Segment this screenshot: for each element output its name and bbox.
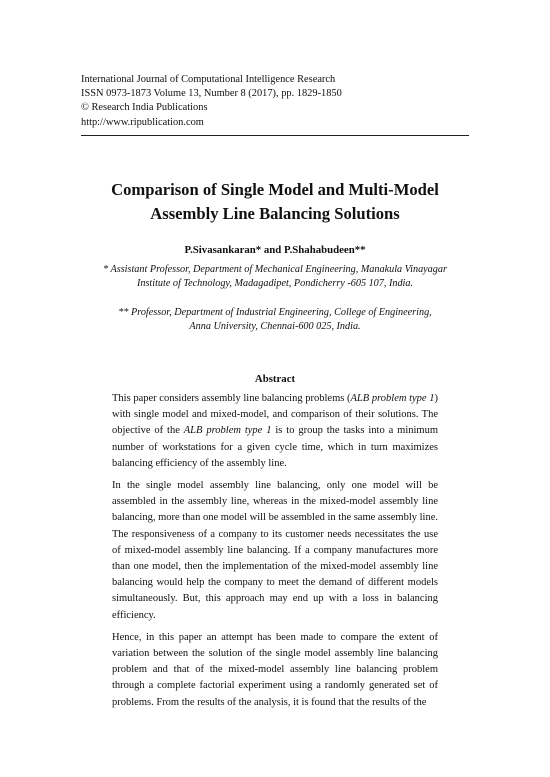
journal-url[interactable]: http://www.ripublication.com	[81, 116, 204, 128]
abstract-p1-text-c: is to group the tasks into a minimum number of workstations for a given cycle time, which in turn maximizes balancing efficiency of the assembly line.	[112, 425, 439, 469]
paper-title	[70, 178, 480, 226]
journal-header	[81, 73, 471, 130]
journal-publisher: © Research India Publications	[81, 102, 208, 114]
journal-issn: ISSN 0973-1873 Volume 13, Number 8 (2017), pp. 1829-1850	[81, 88, 342, 100]
title-line-1: Comparison of Single Model and Multi-Model	[111, 180, 439, 199]
affiliation-1-line-1: * Assistant Professor, Department of Mechanical Engineering, Manakula Vinayagar	[103, 264, 447, 275]
header-rule	[81, 135, 469, 136]
abstract-p1-emphasis-2: ALB problem type 1	[183, 425, 272, 437]
abstract-body	[112, 391, 438, 717]
abstract-p1-text-a: This paper considers assembly line balancing problems (	[112, 393, 351, 404]
abstract-paragraph-3: Hence, in this paper an attempt has been made to compare the extent of variation between the solution of the single model assembly line balancing problem and that of the mixed-model assembly line balancing problem through a complete factorial experiment using a randomly generated set of problems. From the results of the analysis, it is found that the results of the	[112, 631, 438, 708]
journal-name: International Journal of Computational Intelligence Research	[81, 74, 336, 85]
affiliation-2-line-1: ** Professor, Department of Industrial Engineering, College of Engineering,	[118, 307, 432, 318]
title-line-2: Assembly Line Balancing Solutions	[150, 204, 400, 223]
affiliation-2	[60, 306, 490, 333]
abstract-p1-text-b: ) with single model and mixed-model, and comparison of their solutions. The objective of the	[112, 393, 438, 437]
affiliation-2-line-2: Anna University, Chennai-600 025, India.	[189, 320, 361, 332]
abstract-p1-emphasis-1: ALB problem type 1	[350, 393, 435, 404]
authors: P.Sivasankaran* and P.Shahabudeen**	[184, 244, 366, 256]
affiliation-1-line-2: Institute of Technology, Madagadipet, Pondicherry -605 107, India.	[136, 277, 414, 289]
abstract-heading: Abstract	[254, 373, 296, 385]
affiliation-1	[60, 263, 490, 290]
abstract-paragraph-2: In the single model assembly line balancing, only one model will be assembled in the assembly line, whereas in the mixed-model assembly line balancing, more than one model will be assembled in the same assembly line. The responsiveness of a company to its customer needs necessitates the use of mixed-model assembly line balancing. If a company manufactures more than one model, then the implementation of the mixed-model assembly line balancing would help the company to meet the demand of different models simultaneously. But, this approach may end up with a loss in balancing efficiency.	[112, 480, 438, 621]
abstract-paragraph-1	[112, 391, 438, 472]
